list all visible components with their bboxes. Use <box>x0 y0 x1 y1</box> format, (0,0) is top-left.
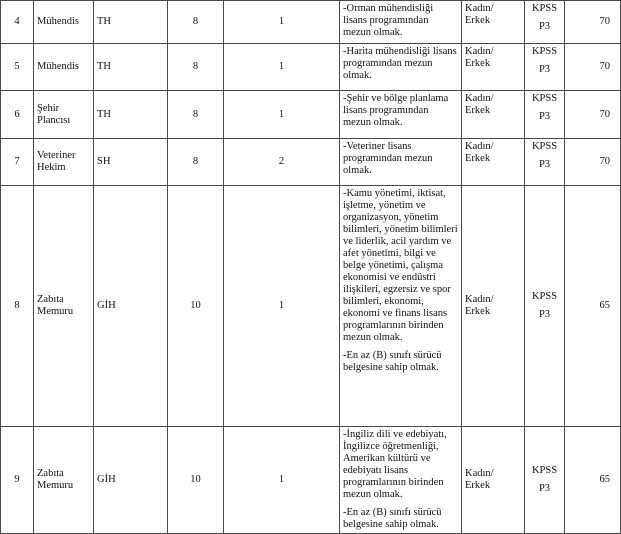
position-count: 1 <box>224 1 340 44</box>
grade: 8 <box>168 139 224 186</box>
table-row <box>1 139 621 186</box>
exam-type <box>525 91 565 139</box>
table-body <box>1 1 621 534</box>
table-row <box>1 1 621 44</box>
exam-line: KPSS <box>531 3 558 14</box>
table-row <box>1 427 621 534</box>
gender-line: Erkek <box>465 480 491 491</box>
min-score: 65 <box>565 427 621 534</box>
exam-line: KPSS <box>531 291 558 302</box>
class-code: GİH <box>94 427 168 534</box>
gender-line: Kadın/ <box>465 468 494 479</box>
exam-line: P3 <box>538 309 551 320</box>
position-title: Şehir Plancısı <box>34 91 94 139</box>
class-code: TH <box>94 91 168 139</box>
position-count: 1 <box>224 427 340 534</box>
requirements <box>340 91 462 139</box>
grade: 8 <box>168 91 224 139</box>
gender <box>462 427 525 534</box>
gender-line: Erkek <box>465 15 491 26</box>
position-title: Zabıta Memuru <box>34 186 94 427</box>
exam-type <box>525 44 565 91</box>
row-number: 4 <box>1 1 34 44</box>
position-title: Mühendis <box>34 44 94 91</box>
exam-line: KPSS <box>531 46 558 57</box>
row-number: 6 <box>1 91 34 139</box>
exam-line: KPSS <box>531 141 558 152</box>
requirements <box>340 1 462 44</box>
row-number: 5 <box>1 44 34 91</box>
requirements <box>340 139 462 186</box>
exam-type <box>525 139 565 186</box>
grade: 8 <box>168 44 224 91</box>
class-code: TH <box>94 44 168 91</box>
requirements <box>340 427 462 534</box>
gender <box>462 186 525 427</box>
requirement-text: -En az (B) sınıfı sürücü belgesine sahip olmak. <box>343 350 442 373</box>
gender <box>462 44 525 91</box>
exam-line: KPSS <box>531 465 558 476</box>
gender-line: Kadın/ <box>465 46 494 57</box>
requirement-text: -Veteriner lisans programından mezun olmak. <box>343 141 433 176</box>
table-row <box>1 186 621 427</box>
exam-line: KPSS <box>531 93 558 104</box>
exam-line: P3 <box>538 111 551 122</box>
position-count: 1 <box>224 91 340 139</box>
row-number: 8 <box>1 186 34 427</box>
exam-type <box>525 186 565 427</box>
exam-line: P3 <box>538 483 551 494</box>
requirement-text: -İngiliz dili ve edebiyatı, İngilizce öğretmenliği, Amerikan kültürü ve edebiyatı lisans programlarının birinden mezun olmak. <box>343 429 447 500</box>
requirement-text: -Kamu yönetimi, iktisat, işletme, yönetim ve organizasyon, yönetim bilimleri, yönetim bilimleri ve liderlik, acil yardım ve afet yönetimi, bilgi ve belge yönetimi, çalışma ekonomisi ve endüstri ilişkileri, egzersiz ve spor bilimleri, ekonomi, ekonomi ve finans lisans programlarının birinden mezun olmak. <box>343 188 458 343</box>
gender-line: Kadın/ <box>465 294 494 305</box>
position-title: Veteriner Hekim <box>34 139 94 186</box>
class-code: SH <box>94 139 168 186</box>
position-count: 1 <box>224 44 340 91</box>
grade: 8 <box>168 1 224 44</box>
exam-line: P3 <box>538 64 551 75</box>
min-score: 70 <box>565 44 621 91</box>
position-count: 1 <box>224 186 340 427</box>
requirement-text: -Şehir ve bölge planlama lisans programından mezun olmak. <box>343 93 449 128</box>
exam-type <box>525 427 565 534</box>
gender-line: Erkek <box>465 306 491 317</box>
row-number: 7 <box>1 139 34 186</box>
table-row <box>1 91 621 139</box>
position-title: Mühendis <box>34 1 94 44</box>
class-code: GİH <box>94 186 168 427</box>
min-score: 70 <box>565 91 621 139</box>
gender <box>462 91 525 139</box>
exam-line: P3 <box>538 21 551 32</box>
gender-line: Erkek <box>465 58 491 69</box>
min-score: 70 <box>565 1 621 44</box>
gender <box>462 139 525 186</box>
gender-line: Erkek <box>465 105 491 116</box>
gender-line: Kadın/ <box>465 93 494 104</box>
requirement-text: -En az (B) sınıfı sürücü belgesine sahip olmak. <box>343 507 442 530</box>
table-row <box>1 44 621 91</box>
min-score: 65 <box>565 186 621 427</box>
gender-line: Kadın/ <box>465 3 494 14</box>
min-score: 70 <box>565 139 621 186</box>
gender-line: Kadın/ <box>465 141 494 152</box>
exam-type <box>525 1 565 44</box>
position-count: 2 <box>224 139 340 186</box>
row-number: 9 <box>1 427 34 534</box>
position-title: Zabıta Memuru <box>34 427 94 534</box>
gender <box>462 1 525 44</box>
requirement-text: -Orman mühendisliği lisans programından mezun olmak. <box>343 3 434 38</box>
grade: 10 <box>168 186 224 427</box>
class-code: TH <box>94 1 168 44</box>
grade: 10 <box>168 427 224 534</box>
requirement-text: -Harita mühendisliği lisans programından mezun olmak. <box>343 46 457 81</box>
gender-line: Erkek <box>465 153 491 164</box>
requirements <box>340 44 462 91</box>
requirements <box>340 186 462 427</box>
exam-line: P3 <box>538 159 551 170</box>
